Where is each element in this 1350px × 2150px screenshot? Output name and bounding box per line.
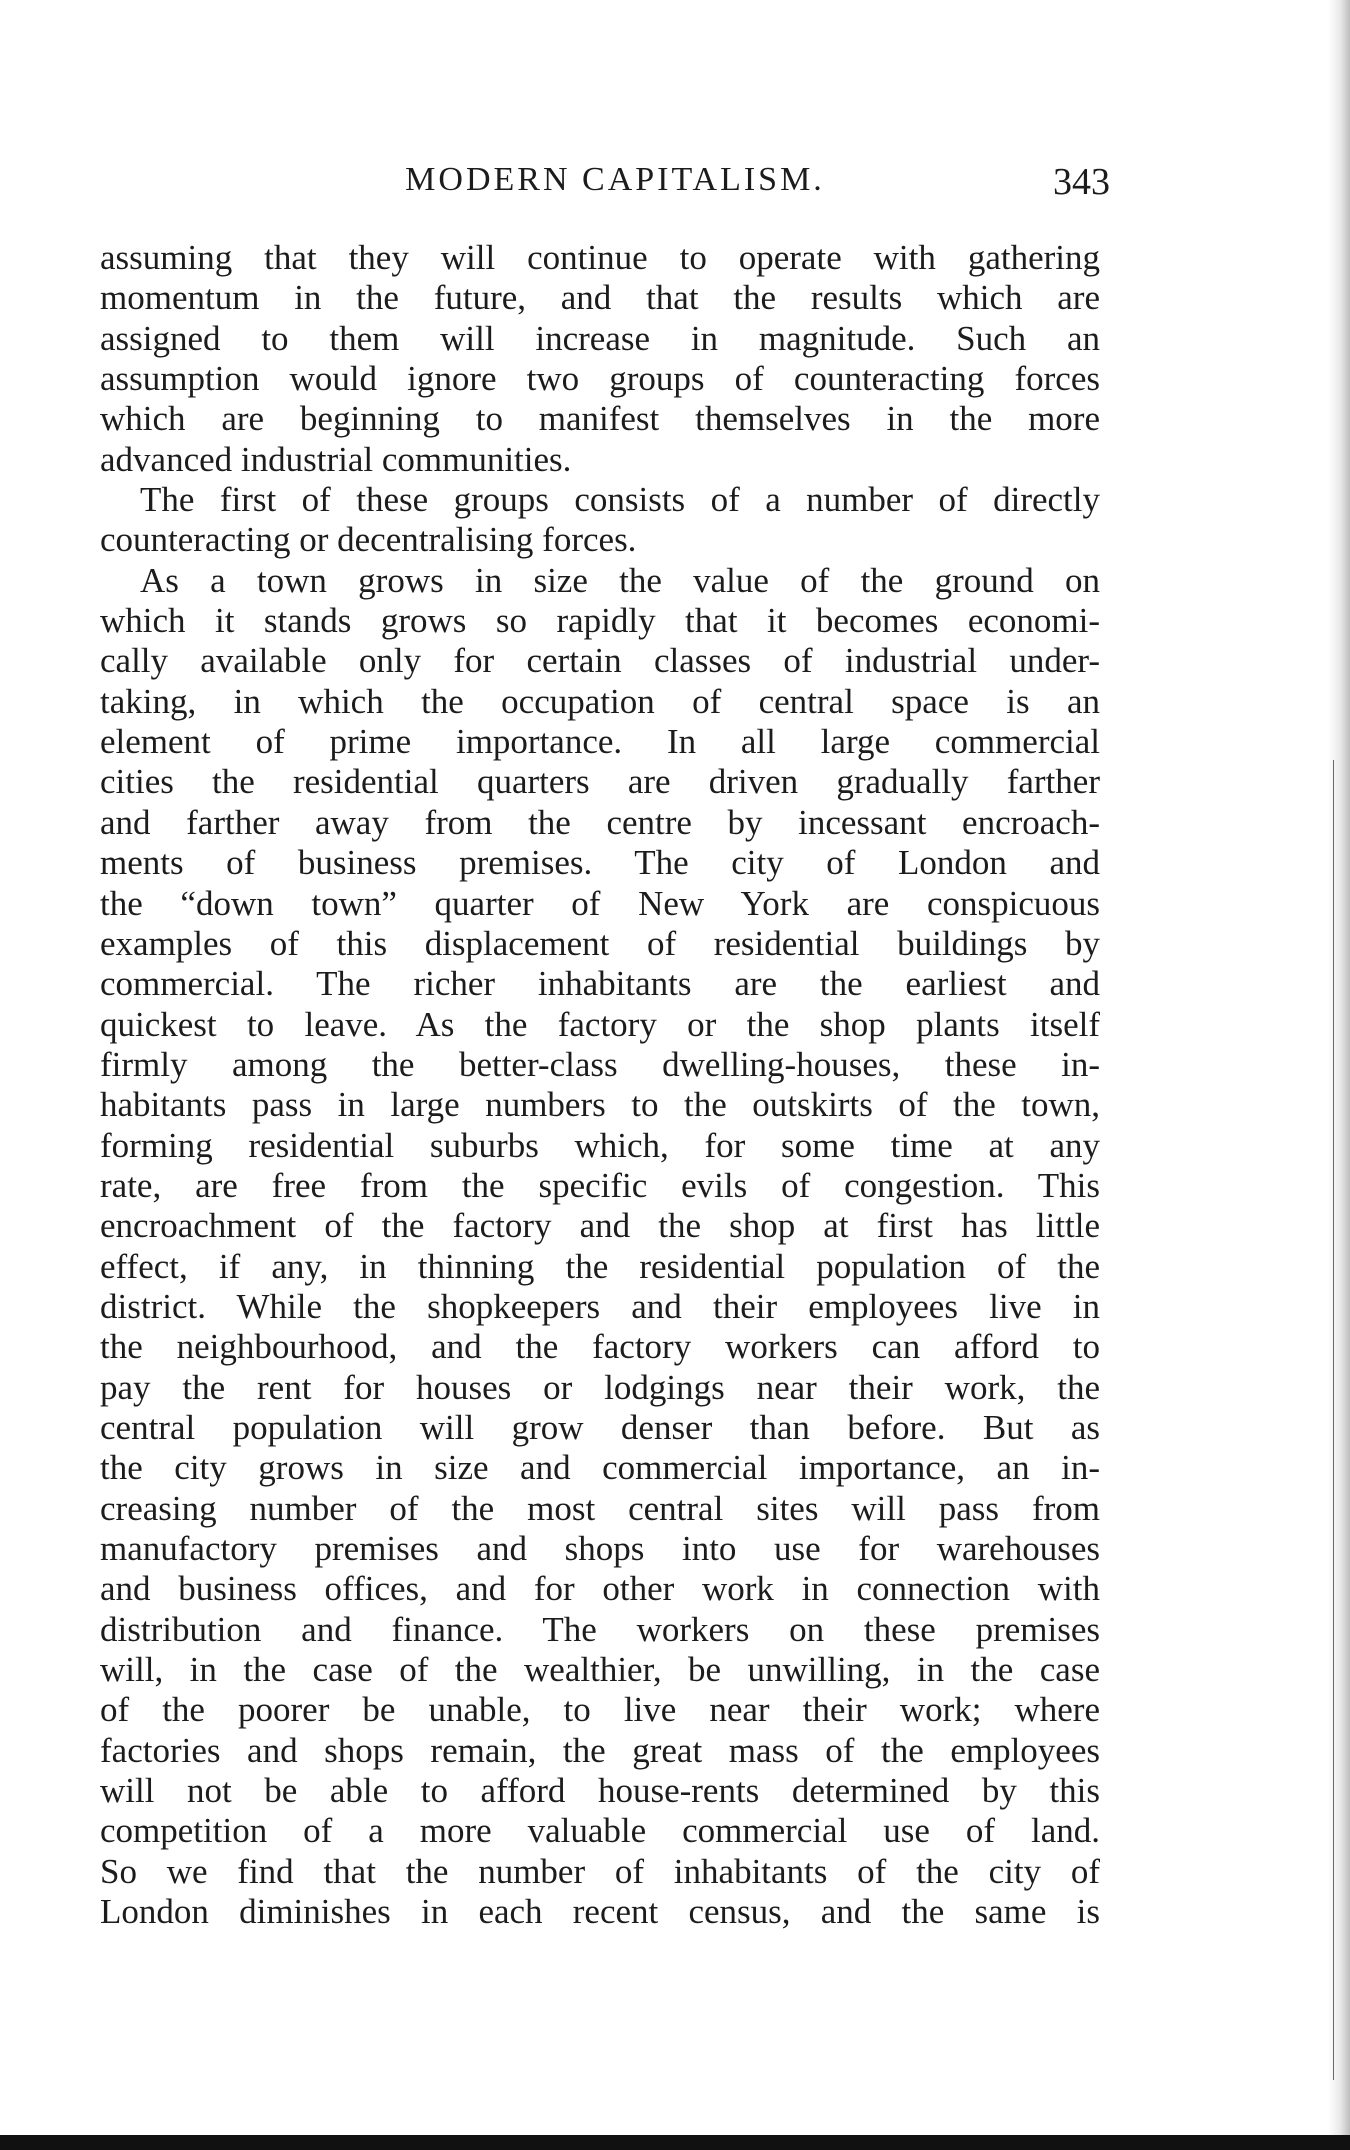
running-head [0, 160, 1350, 210]
text-line: cities the residential quarters are driven gradually farther [100, 762, 1100, 802]
text-line: So we find that the number of inhabitants of the city of [100, 1851, 1100, 1891]
text-line: and business offices, and for other work in connection with [100, 1569, 1100, 1609]
text-line: central population will grow denser than before. But as [100, 1407, 1100, 1447]
text-line: factories and shops remain, the great mass of the employees [100, 1730, 1100, 1770]
page-spine-edge [1333, 760, 1334, 2080]
text-line: distribution and finance. The workers on these premises [100, 1609, 1100, 1649]
text-line: commercial. The richer inhabitants are the earliest and [100, 964, 1100, 1004]
text-line: will, in the case of the wealthier, be unwilling, in the case [100, 1650, 1100, 1690]
text-line: the city grows in size and commercial importance, an in- [100, 1448, 1100, 1488]
text-line: element of prime importance. In all large commercial [100, 722, 1100, 762]
text-line: effect, if any, in thinning the residential population of the [100, 1246, 1100, 1286]
text-line: assumption would ignore two groups of counteracting forces [100, 359, 1100, 399]
text-line: examples of this displacement of residential buildings by [100, 923, 1100, 963]
text-line: of the poorer be unable, to live near their work; where [100, 1690, 1100, 1730]
text-line: the neighbourhood, and the factory workers can afford to [100, 1327, 1100, 1367]
text-line: will not be able to afford house-rents determined by this [100, 1771, 1100, 1811]
text-line: habitants pass in large numbers to the outskirts of the town, [100, 1085, 1100, 1125]
text-line: assigned to them will increase in magnitude. Such an [100, 318, 1100, 358]
paragraph [100, 561, 1100, 1933]
text-line: creasing number of the most central sites will pass from [100, 1488, 1100, 1528]
text-line: the “down town” quarter of New York are conspicuous [100, 883, 1100, 923]
scan-bottom-edge [0, 2135, 1350, 2150]
text-line: cally available only for certain classes of industrial under- [100, 641, 1100, 681]
text-line: encroachment of the factory and the shop at first has little [100, 1206, 1100, 1246]
text-line: momentum in the future, and that the results which are [100, 278, 1100, 318]
text-line: and farther away from the centre by incessant encroach- [100, 802, 1100, 842]
text-line: London diminishes in each recent census, and the same is [100, 1892, 1100, 1932]
text-line: The first of these groups consists of a number of directly [140, 480, 1100, 520]
text-line: pay the rent for houses or lodgings near their work, the [100, 1367, 1100, 1407]
text-line: which it stands grows so rapidly that it becomes economi- [100, 601, 1100, 641]
text-line: As a town grows in size the value of the ground on [140, 560, 1100, 600]
text-line: ments of business premises. The city of London and [100, 843, 1100, 883]
text-line: forming residential suburbs which, for some time at any [100, 1125, 1100, 1165]
text-line: firmly among the better-class dwelling-houses, these in- [100, 1044, 1100, 1084]
text-line: manufactory premises and shops into use for warehouses [100, 1529, 1100, 1568]
paragraph [100, 238, 1100, 480]
text-line: rate, are free from the specific evils of congestion. This [100, 1165, 1100, 1205]
page-number: 343 [1053, 161, 1110, 203]
text-line: taking, in which the occupation of central space is an [100, 681, 1100, 721]
text-line: which are beginning to manifest themselves in the more [100, 399, 1100, 439]
text-line: district. While the shopkeepers and their employees live in [100, 1286, 1100, 1326]
text-line: assuming that they will continue to operate with gathering [100, 238, 1100, 277]
text-line: advanced industrial communities. [100, 439, 572, 479]
running-head-title: MODERN CAPITALISM. [405, 161, 825, 198]
text-line: quickest to leave. As the factory or the shop plants itself [100, 1004, 1100, 1044]
page-spine-shadow [1328, 0, 1350, 2150]
text-line: competition of a more valuable commercial use of land. [100, 1811, 1100, 1851]
text-line: counteracting or decentralising forces. [100, 520, 637, 560]
paragraph [100, 480, 1100, 561]
body-text [100, 238, 1100, 1932]
